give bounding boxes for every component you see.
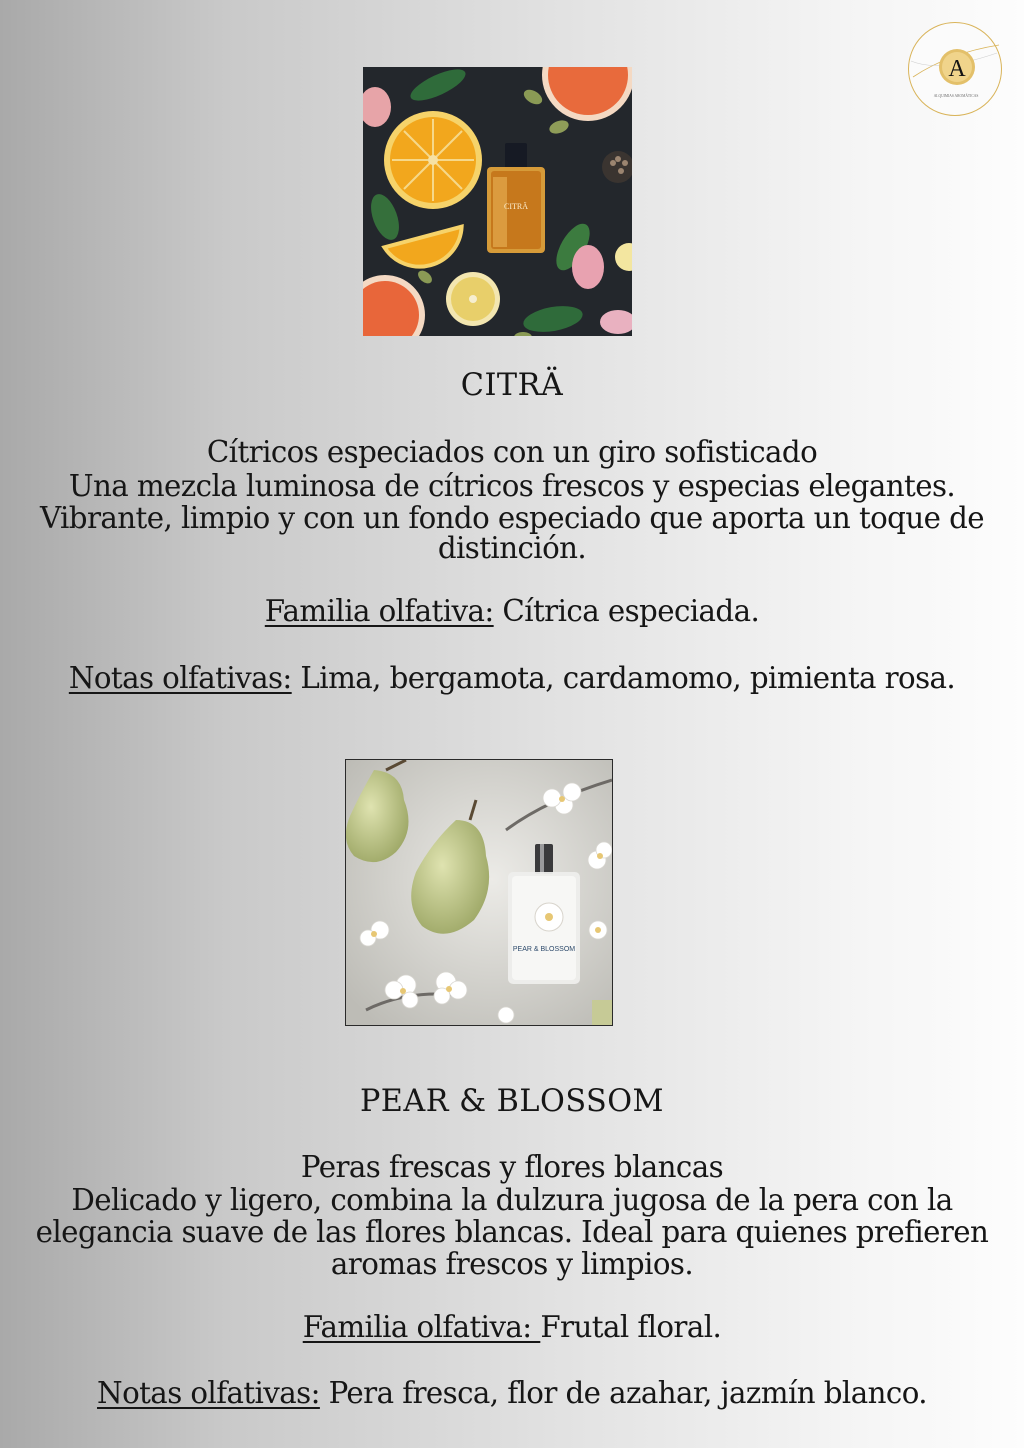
- pear-blossom-description-line: Delicado y ligero, combina la dulzura jugosa de la pera con la: [71, 1183, 953, 1218]
- citra-description-line: distinción.: [437, 531, 587, 566]
- citra-description-line: Una mezcla luminosa de cítricos frescos y especias elegantes.: [68, 469, 956, 504]
- citra-product-image: [363, 67, 632, 336]
- pear-blossom-family: [12, 1310, 1012, 1345]
- citra-bottle-label: CITRÄ: [504, 202, 528, 211]
- pear-blossom-family-value: Frutal floral.: [540, 1310, 722, 1345]
- pear-blossom-notes-label: Notas olfativas:: [97, 1376, 320, 1411]
- citra-title: CITRÄ: [460, 367, 564, 403]
- citra-family-value: Cítrica especiada.: [493, 594, 760, 629]
- logo-text: ALQUIMIAS AROMÁTICAS: [933, 94, 979, 98]
- pear-blossom-description-line: elegancia suave de las flores blancas. Ideal para quienes prefieren: [35, 1215, 989, 1250]
- citra-notes: [12, 661, 1012, 696]
- pear-bottle-label: PEAR & BLOSSOM: [512, 946, 576, 953]
- pear-blossom-product-image: [345, 759, 613, 1026]
- pear-blossom-description-line: aromas frescos y limpios.: [330, 1247, 694, 1282]
- brand-logo: [908, 22, 1002, 116]
- citra-tagline: Cítricos especiados con un giro sofisticado: [206, 435, 818, 470]
- citra-notes-label: Notas olfativas:: [68, 661, 292, 696]
- pear-blossom-notes: [12, 1376, 1012, 1411]
- pear-blossom-family-label: Familia olfativa:: [302, 1310, 541, 1345]
- citra-notes-value: Lima, bergamota, cardamomo, pimienta rosa.: [291, 661, 956, 696]
- logo-letter: A: [948, 56, 966, 82]
- citra-family: [12, 594, 1012, 629]
- pear-blossom-title: PEAR & BLOSSOM: [359, 1083, 665, 1119]
- pear-blossom-notes-value: Pera fresca, flor de azahar, jazmín blanco.: [319, 1376, 927, 1411]
- citra-family-label: Familia olfativa:: [264, 594, 494, 629]
- pear-blossom-tagline: Peras frescas y flores blancas: [300, 1150, 724, 1185]
- citra-description-line: Vibrante, limpio y con un fondo especiado que aporta un toque de: [39, 501, 985, 536]
